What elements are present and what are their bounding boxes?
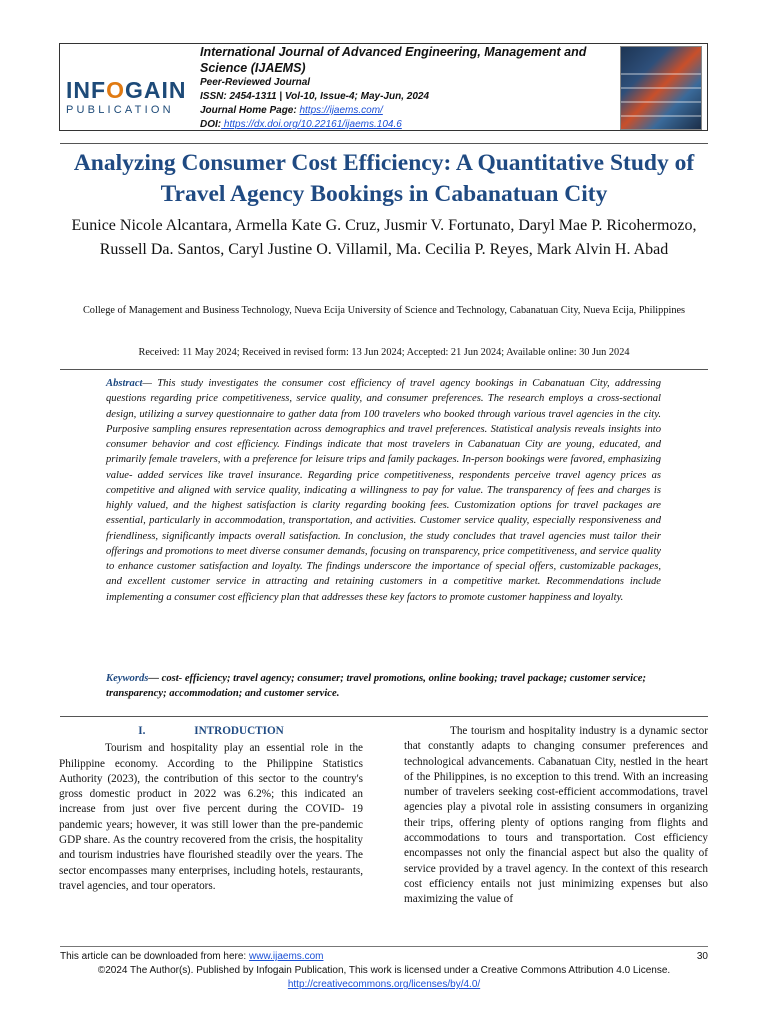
divider bbox=[60, 716, 708, 717]
issn-line: ISSN: 2454-1311 | Vol-10, Issue-4; May-Jun, 2024 bbox=[200, 91, 430, 102]
infogain-logo bbox=[66, 78, 186, 116]
keywords bbox=[106, 671, 661, 701]
section-title: INTRODUCTION bbox=[194, 725, 284, 737]
license-line bbox=[60, 978, 708, 992]
keywords-text: — cost- efficiency; travel agency; consumer; travel promotions, online booking; travel package; customer service; transparency; accommodation; and customer service. bbox=[106, 673, 646, 699]
download-line: This article can be downloaded from here: www.ijaems.com bbox=[60, 951, 324, 962]
author-list: Eunice Nicole Alcantara, Armella Kate G. Cruz, Jusmir V. Fortunato, Daryl Mae P. Ricohermozo, Russell Da. Santos, Caryl Justine O. Villamil, Ma. Cecilia P. Reyes, Mark Alvin H. Abad bbox=[71, 217, 697, 258]
abstract-label: Abstract bbox=[106, 378, 143, 389]
keywords-label: Keywords bbox=[106, 673, 149, 684]
article-title: Analyzing Consumer Cost Efficiency: A Quantitative Study of Travel Agency Bookings in Cabanatuan City bbox=[73, 150, 695, 207]
footer-divider bbox=[60, 946, 708, 947]
section-number: I. bbox=[138, 725, 146, 737]
right-column bbox=[404, 724, 708, 908]
divider bbox=[60, 369, 708, 370]
abstract-text: — This study investigates the consumer cost efficiency of travel agency bookings in Cabanatuan City, addressing questions regarding price competitiveness, service quality, and consumer preferences. The research employs a cross-sectional design, utilizing a survey questionnaire to gather data from 100 travelers who booked through various travel agencies in the city. Purposive sampling ensures representation across demographics and travel preferences. Statistical analysis reveals insights into consumer behavior and cost efficiency. Findings indicate that most travelers in Cabanatuan City are young, educated, and primarily female travelers, with a preference for leisure trips and family packages. In-person bookings were favored, emphasizing value- added services like travel insurance. Regarding price competitiveness, respondents perceive travel agency prices as competitive and aligned with service quality, indicating a willingness to pay for value. The transparency of fees and charges is highly valued, and the highest satisfaction is clarity regarding booking fees. Customization options for travel packages are essential, particularly in accommodation, transportation, and activities. Customer service quality, especially responsiveness and friendliness, significantly impacts overall satisfaction. In conclusion, the study concludes that travel agencies must tailor their offerings and promotions to meet diverse consumer demands, focusing on transparency, price competitiveness, and service quality to enhance customer satisfaction and loyalty. The findings underscore the importance of special offers, customizable packages, and excellent customer service in attracting and retaining customers in a competitive market. Recommendations include implementing a consumer cost efficiency plan that addresses these key factors to promote customer happiness and loyalty. bbox=[106, 378, 661, 603]
journal-info bbox=[200, 44, 600, 132]
license-text: ©2024 The Author(s). Published by Infogain Publication, This work is licensed under a Creative Commons Attribution 4.0 License. bbox=[97, 965, 671, 976]
journal-cover-image bbox=[620, 46, 702, 130]
intro-paragraph-2: The tourism and hospitality industry is a dynamic sector that constantly adapts to changing consumer preferences and technological advancements. Cabanatuan City, nestled in the heart of the Philippines, is no exception to this trend. With an increasing number of travelers seeking cost-efficient accommodations, travel agencies play a pivotal role in assisting consumers in organizing their trips, offering plenty of options ranging from flights and accommodations to tours and transportation. Cost efficiency encompasses not only the financial aspect but also the quality of service provided by a travel agency. In the context of this research cost efficiency entails not just minimizing expenses but also maximizing the value of bbox=[404, 725, 708, 906]
page-footer bbox=[60, 950, 708, 992]
affiliation: College of Management and Business Technology, Nueva Ecija University of Science and Technology, Cabanatuan City, Nueva Ecija, Philippines bbox=[82, 305, 686, 316]
logo-subtitle: PUBLICATION bbox=[66, 104, 174, 116]
doi-link[interactable]: https://dx.doi.org/10.22161/ijaems.104.6 bbox=[221, 119, 402, 130]
section-heading bbox=[59, 724, 363, 739]
journal-home-line: Journal Home Page: https://ijaems.com/ bbox=[200, 105, 383, 116]
left-column bbox=[59, 724, 363, 894]
abstract bbox=[106, 376, 661, 605]
peer-reviewed-label: Peer-Reviewed Journal bbox=[200, 77, 311, 88]
page-number: 30 bbox=[696, 951, 708, 962]
intro-paragraph-1: Tourism and hospitality play an essential role in the Philippine economy. According to the Philippine Statistics Authority (2023), the contribution of this sector to the country's gross domestic product in 2022 was 6.2%; this indicated an increase from just over five percent during the COVID- 19 pandemic years; however, it was still lower than the pre-pandemic GDP share. As the country recovered from the crisis, the hospitality and tourism industries have flourished steadily over the years. The sector encompasses many enterprises, including hotels, restaurants, travel agencies, and tour operators. bbox=[59, 742, 363, 892]
license-link[interactable]: http://creativecommons.org/licenses/by/4.0/ bbox=[287, 979, 481, 990]
publication-dates: Received: 11 May 2024; Received in revised form: 13 Jun 2024; Accepted: 21 Jun 2024; Available online: 30 Jun 2024 bbox=[138, 347, 630, 358]
journal-home-link[interactable]: https://ijaems.com/ bbox=[299, 105, 383, 116]
doi-line: DOI: https://dx.doi.org/10.22161/ijaems.104.6 bbox=[200, 119, 402, 130]
journal-title: International Journal of Advanced Engineering, Management and Science (IJAEMS) bbox=[200, 45, 587, 75]
logo-wordmark: INFOGAIN bbox=[66, 77, 187, 103]
divider bbox=[60, 143, 708, 144]
download-link[interactable]: www.ijaems.com bbox=[249, 951, 324, 962]
